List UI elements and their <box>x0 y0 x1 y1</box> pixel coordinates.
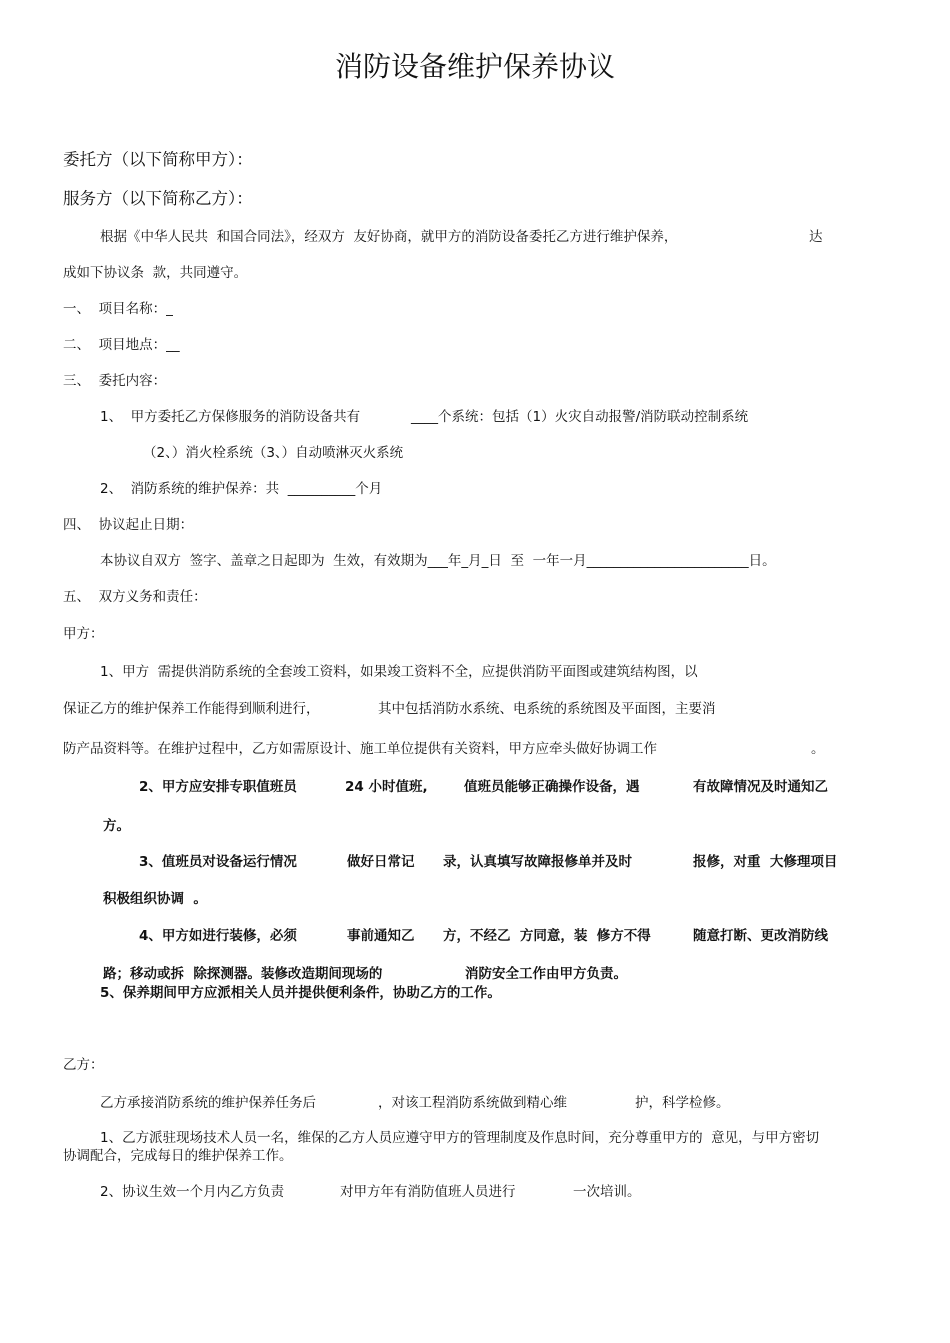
section-heading: 一、 项目名称：_ <box>63 301 173 317</box>
clause-text: 乙方承接消防系统的维护保养任务后 <box>100 1095 316 1111</box>
clause-text: 协调配合，完成每日的维护保养工作。 <box>63 1148 293 1164</box>
clause-text: 做好日常记 <box>347 854 415 870</box>
section-heading: 五、 双方义务和责任： <box>63 589 207 605</box>
clause-text: 本协议自双方 签字、盖章之日起即为 生效，有效期为___年_月_日 至 一年一月________________________日。 <box>100 553 776 569</box>
clause-text: 保证乙方的维护保养工作能得到顺利进行， <box>63 701 320 717</box>
intro-text: 达 <box>809 229 823 245</box>
clause-text: 24 小时值班, <box>345 779 428 795</box>
clause-text: （2、）消火栓系统（3、）自动喷淋灭火系统 <box>143 445 404 461</box>
clause-text: 一次培训。 <box>573 1184 641 1200</box>
section-heading: 四、 协议起止日期： <box>63 517 194 533</box>
clause-text: 对甲方年有消防值班人员进行 <box>340 1184 516 1200</box>
clause-text: 1、 甲方委托乙方保修服务的消防设备共有 <box>100 409 361 425</box>
document-title: 消防设备维护保养协议 <box>334 50 615 83</box>
clause-text: 方。 <box>103 818 130 834</box>
intro-text: 根据《中华人民共 和国合同法》，经双方 友好协商，就甲方的消防设备委托乙方进行维护保养， <box>100 229 678 245</box>
clause-text: 护，科学检修。 <box>635 1095 730 1111</box>
clause-text: 2、协议生效一个月内乙方负责 <box>100 1184 285 1200</box>
clause-text: 2、 消防系统的维护保养：共 __________个月 <box>100 481 383 497</box>
section-heading: 二、 项目地点：__ <box>63 337 180 353</box>
party-b-label: 服务方（以下简称乙方）： <box>63 189 253 208</box>
clause-text: 2、甲方应安排专职值班员 <box>139 779 297 795</box>
clause-text: 积极组织协调 。 <box>103 891 207 907</box>
clause-text: 录，认真填写故障报修单并及时 <box>443 854 632 870</box>
clause-text: 1、甲方 需提供消防系统的全套竣工资料，如果竣工资料不全，应提供消防平面图或建筑结构图，以 <box>100 664 698 680</box>
clause-text: 事前通知乙 <box>347 928 415 944</box>
clause-text: 5、保养期间甲方应派相关人员并提供便利条件，协助乙方的工作。 <box>100 985 501 1001</box>
clause-text: 4、甲方如进行装修，必须 <box>139 928 297 944</box>
clause-text: 其中包括消防水系统、电系统的系统图及平面图，主要消 <box>378 701 716 717</box>
clause-text: 。 <box>811 741 825 757</box>
clause-text: 防产品资料等。在维护过程中，乙方如需原设计、施工单位提供有关资料，甲方应牵头做好协调工作 <box>63 741 657 757</box>
clause-text: 有故障情况及时通知乙 <box>693 779 828 795</box>
section-heading: 三、 委托内容： <box>63 373 167 389</box>
clause-text: 3、值班员对设备运行情况 <box>139 854 297 870</box>
clause-text: 1、乙方派驻现场技术人员一名，维保的乙方人员应遵守甲方的管理制度及作息时间，充分尊重甲方的 意见，与甲方密切 <box>100 1130 820 1146</box>
clause-text: 消防安全工作由甲方负责。 <box>465 966 627 982</box>
clause-text: ____个系统：包括（1）火灾自动报警/消防联动控制系统 <box>411 409 749 425</box>
intro-text: 成如下协议条 款，共同遵守。 <box>63 265 248 281</box>
party-heading: 甲方： <box>63 626 104 642</box>
clause-text: ，对该工程消防系统做到精心维 <box>378 1095 567 1111</box>
clause-text: 值班员能够正确操作设备，遇 <box>464 779 640 795</box>
clause-text: 随意打断、更改消防线 <box>693 928 828 944</box>
party-a-label: 委托方（以下简称甲方）： <box>63 150 253 169</box>
clause-text: 路；移动或拆 除探测器。装修改造期间现场的 <box>103 966 383 982</box>
clause-text: 报修，对重 大修理项目 <box>693 854 838 870</box>
clause-text: 方，不经乙 方同意，装 修方不得 <box>443 928 651 944</box>
party-heading: 乙方： <box>63 1057 104 1073</box>
